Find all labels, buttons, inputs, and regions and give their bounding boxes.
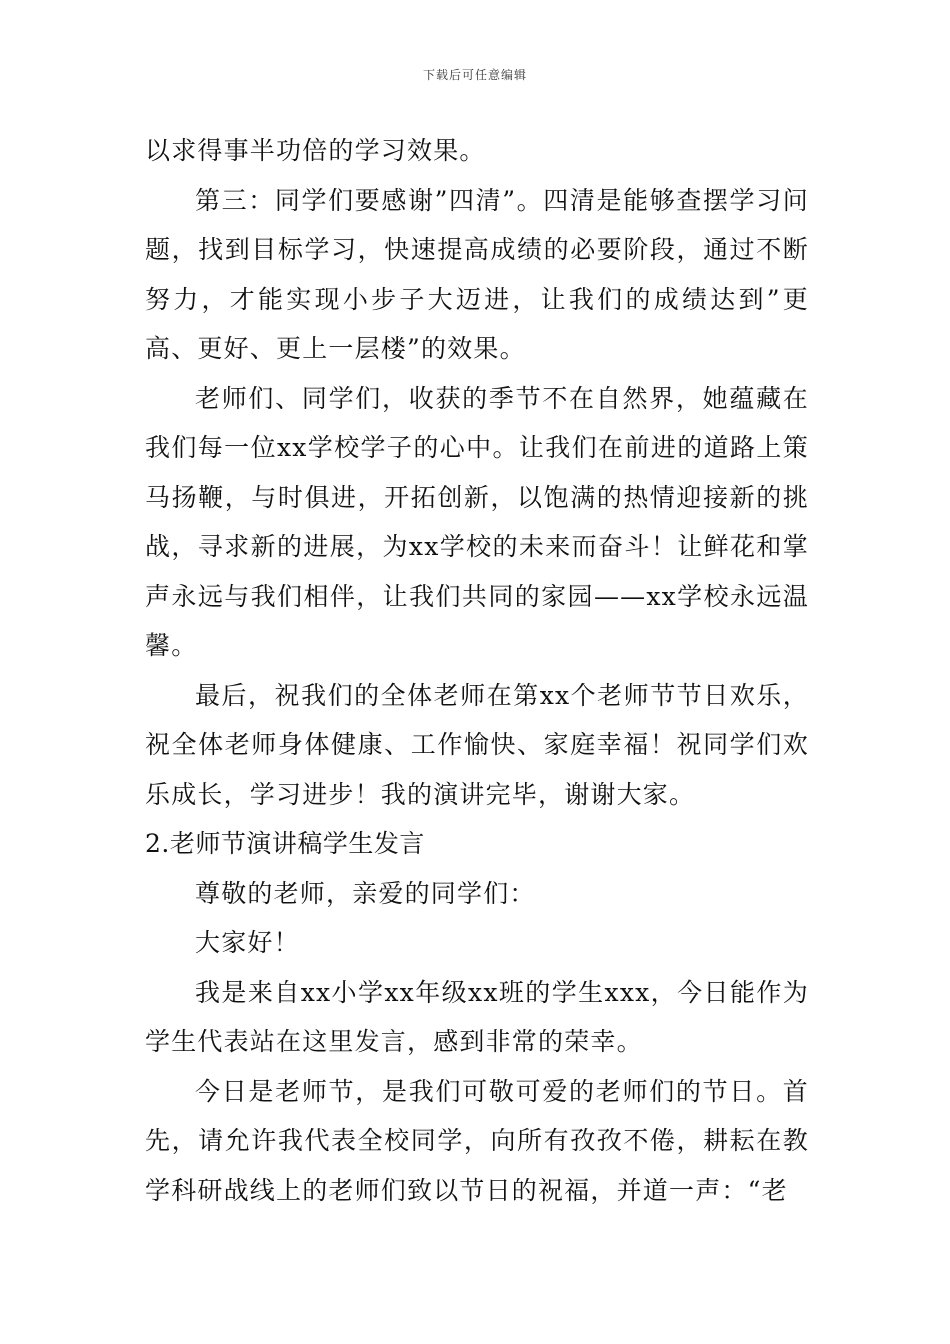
paragraph-self-introduction: 我是来自xx小学xx年级xx班的学生xxx，今日能作为学生代表站在这里发言，感到非常的荣幸。	[145, 977, 809, 1056]
page-header-note: 下载后可任意编辑	[422, 68, 527, 82]
paragraph-continuation: 以求得事半功倍的学习效果。	[145, 136, 486, 165]
paragraph-greeting: 大家好！	[195, 928, 300, 957]
paragraph-teachers-students: 老师们、同学们，收获的季节不在自然界，她蕴藏在我们每一位xx学校学子的心中。让我们在前进的道路上策马扬鞭，与时俱进，开拓创新，以饱满的热情迎接新的挑战，寻求新的进展，为xx学校的未来而奋斗！让鲜花和掌声永远与我们相伴，让我们共同的家园——xx学校永远温馨。	[145, 383, 809, 660]
section-heading-2: 2.老师节演讲稿学生发言	[145, 829, 425, 858]
paragraph-teachers-day: 今日是老师节，是我们可敬可爱的老师们的节日。首先，请允许我代表全校同学，向所有孜孜不倦，耕耘在教学科研战线上的老师们致以节日的祝福，并道一声：“老	[145, 1076, 809, 1205]
paragraph-salutation: 尊敬的老师，亲爱的同学们：	[195, 878, 536, 908]
document-body	[145, 126, 809, 1215]
paragraph-closing-wishes: 最后，祝我们的全体老师在第xx个老师节节日欢乐，祝全体老师身体健康、工作愉快、家庭幸福！祝同学们欢乐成长，学习进步！我的演讲完毕，谢谢大家。	[145, 680, 809, 809]
paragraph-third-point: 第三：同学们要感谢”四清”。四清是能够查摆学习问题，找到目标学习，快速提高成绩的必要阶段，通过不断努力，才能实现小步子大迈进，让我们的成绩达到”更高、更好、更上一层楼”的效果。	[145, 185, 809, 363]
